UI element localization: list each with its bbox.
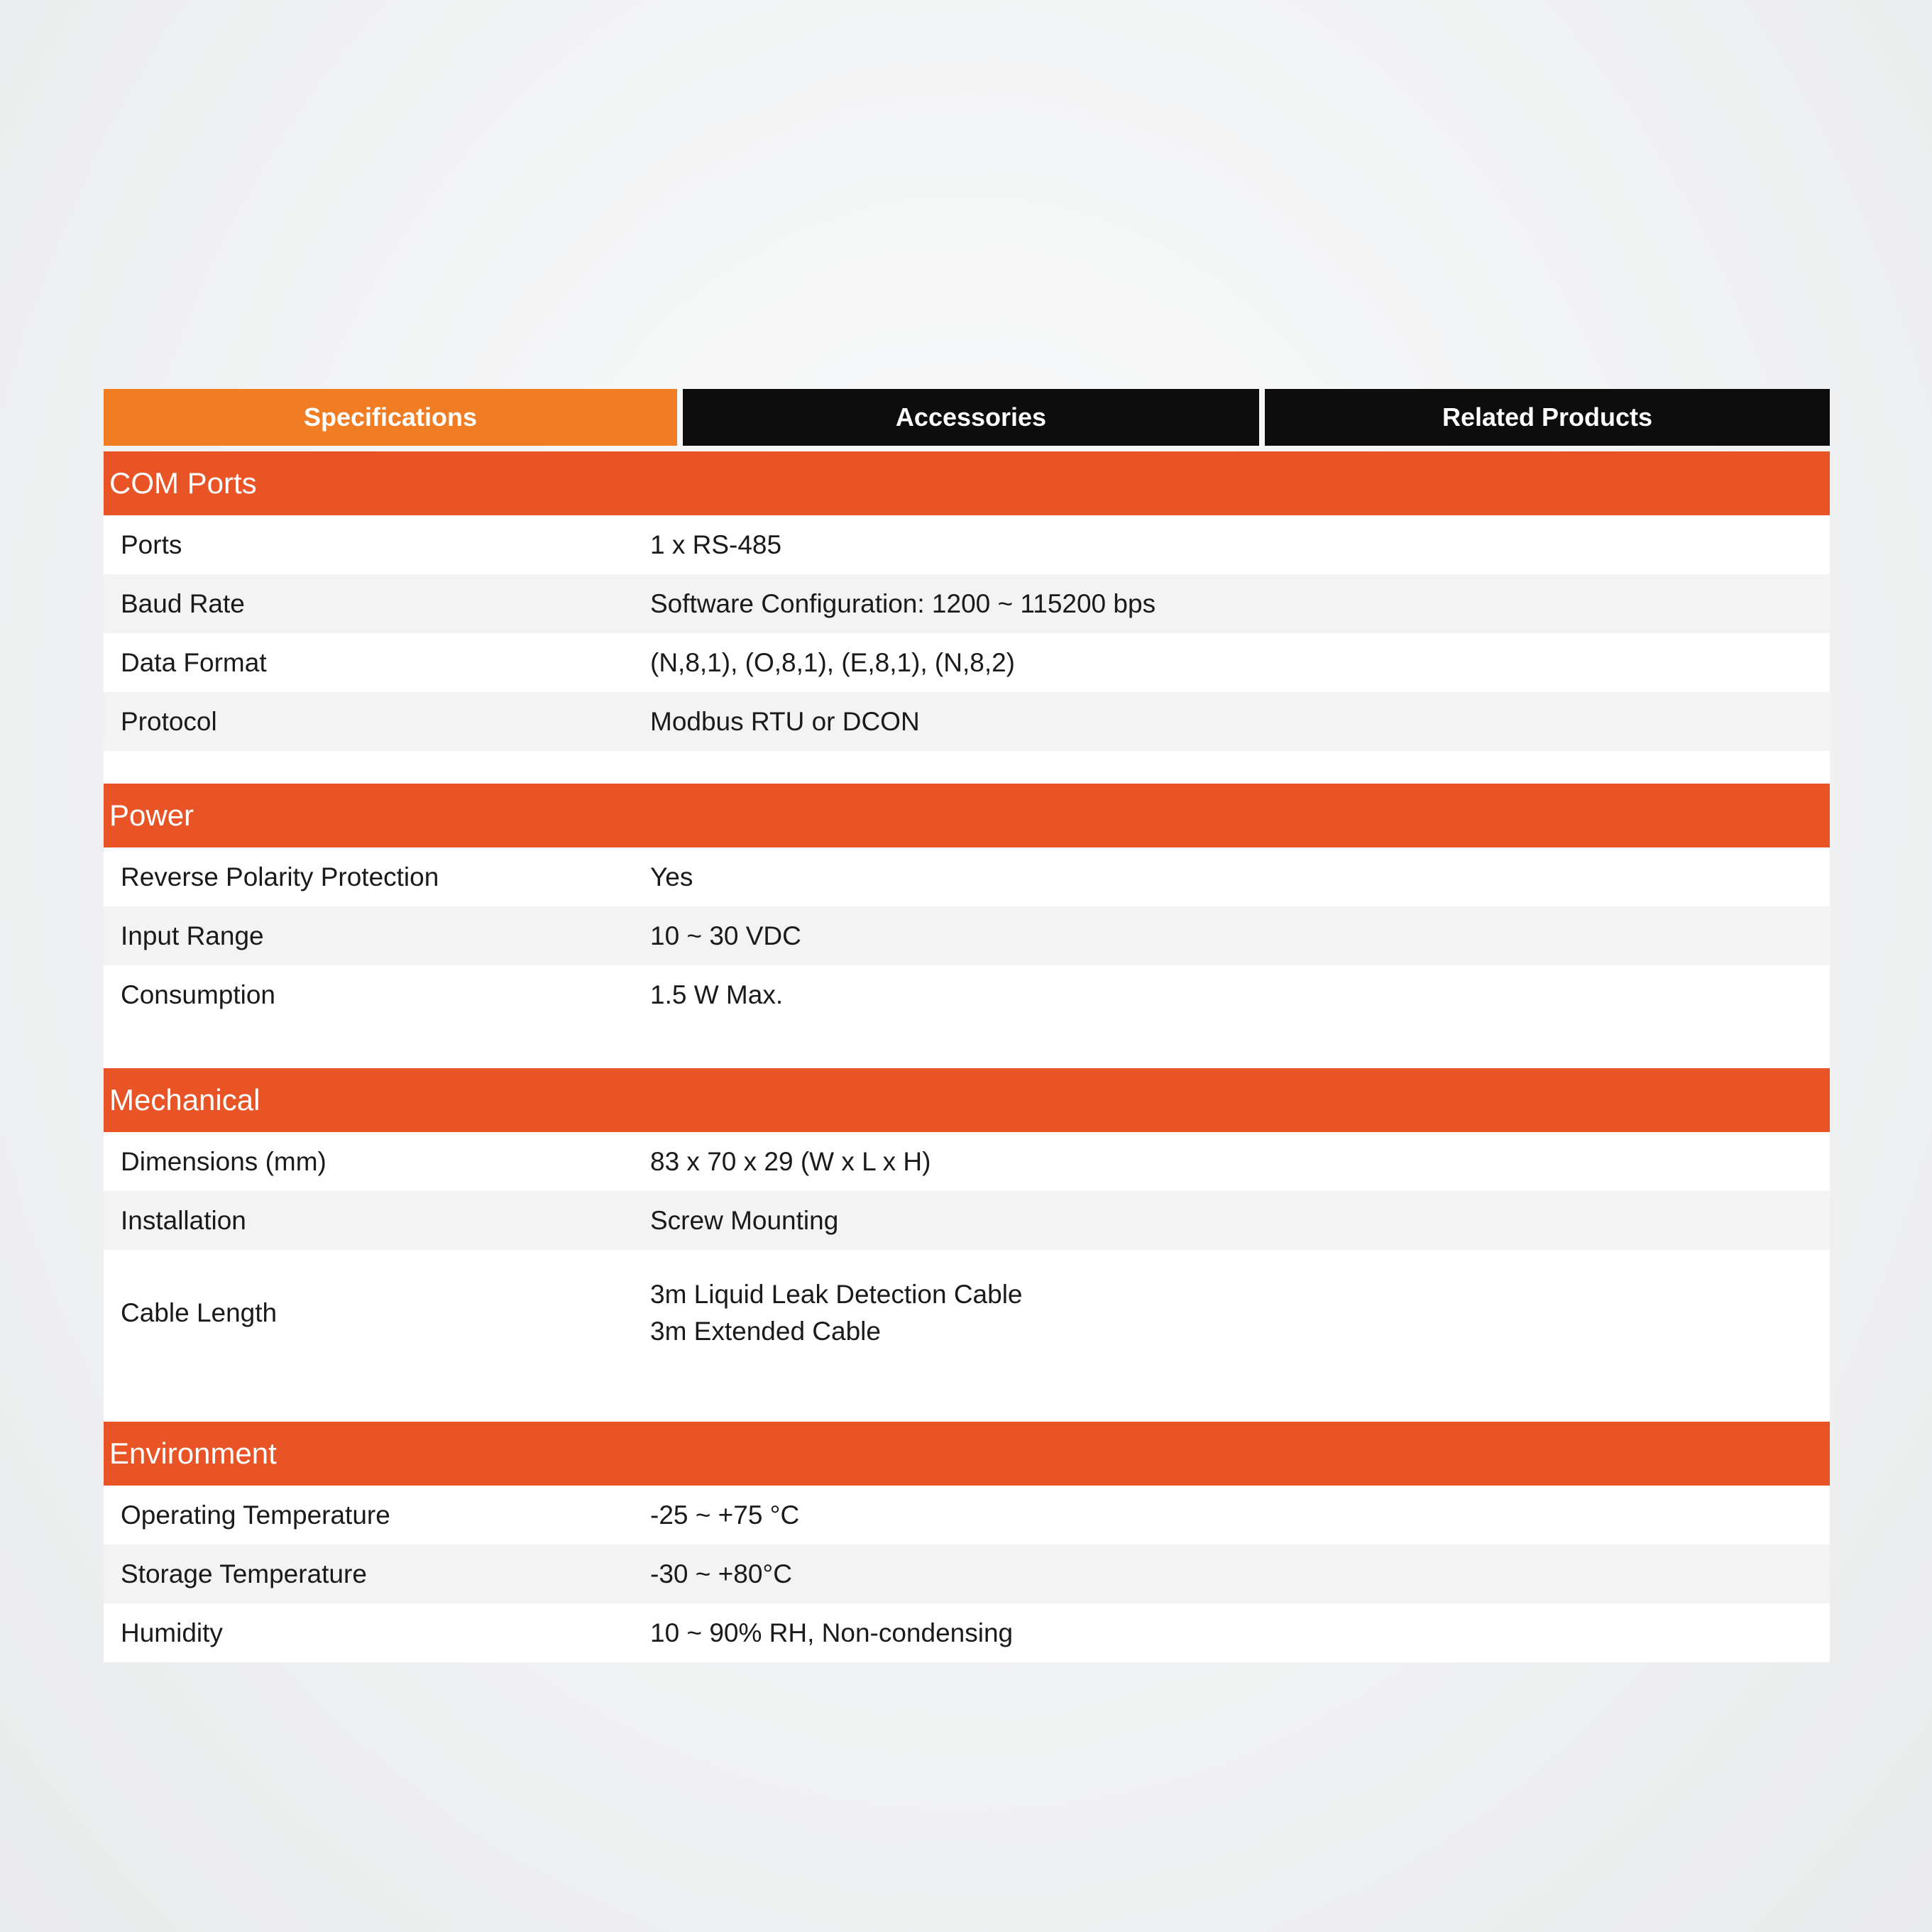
- spec-row: [104, 965, 1830, 1024]
- spec-row: [104, 1250, 1830, 1376]
- section-com-ports: [104, 451, 1830, 784]
- section-title: Mechanical: [104, 1068, 1830, 1132]
- spec-row: [104, 1191, 1830, 1250]
- section-title: Environment: [104, 1422, 1830, 1486]
- spec-value: 3m Liquid Leak Detection Cable 3m Extended Cable: [650, 1280, 1023, 1346]
- spec-label: Cable Length: [121, 1298, 278, 1327]
- spec-value: 83 x 70 x 29 (W x L x H): [650, 1146, 931, 1176]
- spec-label: Reverse Polarity Protection: [121, 862, 439, 891]
- tab-bar: [104, 389, 1830, 446]
- spec-label: Humidity: [121, 1618, 223, 1647]
- spec-value: 10 ~ 90% RH, Non-condensing: [650, 1618, 1014, 1647]
- spec-label: Dimensions (mm): [121, 1146, 326, 1176]
- tab-specifications[interactable]: Specifications: [104, 389, 677, 446]
- spec-value: Screw Mounting: [650, 1205, 839, 1235]
- section-spacer: [104, 1024, 1830, 1068]
- spec-row: [104, 515, 1830, 574]
- spec-row: [104, 1603, 1830, 1662]
- spec-value: Software Configuration: 1200 ~ 115200 bps: [650, 588, 1156, 618]
- spec-value: 1.5 W Max.: [650, 979, 784, 1009]
- section-title: Power: [104, 784, 1830, 847]
- spec-label: Storage Temperature: [121, 1559, 367, 1588]
- spec-row: [104, 1486, 1830, 1544]
- tab-accessories[interactable]: Accessories: [683, 389, 1259, 446]
- section-title: COM Ports: [104, 451, 1830, 515]
- spec-value: Yes: [650, 862, 693, 891]
- spec-label: Ports: [121, 529, 182, 559]
- spec-row: [104, 633, 1830, 692]
- spec-value: -30 ~ +80°C: [650, 1559, 792, 1588]
- product-spec-panel: [104, 389, 1830, 1662]
- spec-label: Data Format: [121, 647, 267, 677]
- section-spacer: [104, 1376, 1830, 1422]
- spec-row: [104, 1132, 1830, 1191]
- section-power: [104, 784, 1830, 1068]
- spec-value: -25 ~ +75 °C: [650, 1500, 800, 1530]
- spec-label: Operating Temperature: [121, 1500, 390, 1530]
- spec-label: Protocol: [121, 706, 217, 736]
- spec-value: 1 x RS-485: [650, 529, 782, 559]
- section-mechanical: [104, 1068, 1830, 1422]
- spec-value: 10 ~ 30 VDC: [650, 921, 801, 950]
- spec-row: [104, 1544, 1830, 1603]
- spec-label: Baud Rate: [121, 588, 245, 618]
- spec-value: Modbus RTU or DCON: [650, 706, 920, 736]
- spec-label: Consumption: [121, 979, 276, 1009]
- section-spacer: [104, 751, 1830, 784]
- tab-related-products[interactable]: Related Products: [1265, 389, 1830, 446]
- spec-row: [104, 574, 1830, 633]
- section-environment: [104, 1422, 1830, 1662]
- spec-row: [104, 906, 1830, 965]
- spec-row: [104, 847, 1830, 906]
- spec-row: [104, 692, 1830, 751]
- spec-label: Installation: [121, 1205, 246, 1235]
- spec-label: Input Range: [121, 921, 264, 950]
- spec-value: (N,8,1), (O,8,1), (E,8,1), (N,8,2): [650, 647, 1016, 677]
